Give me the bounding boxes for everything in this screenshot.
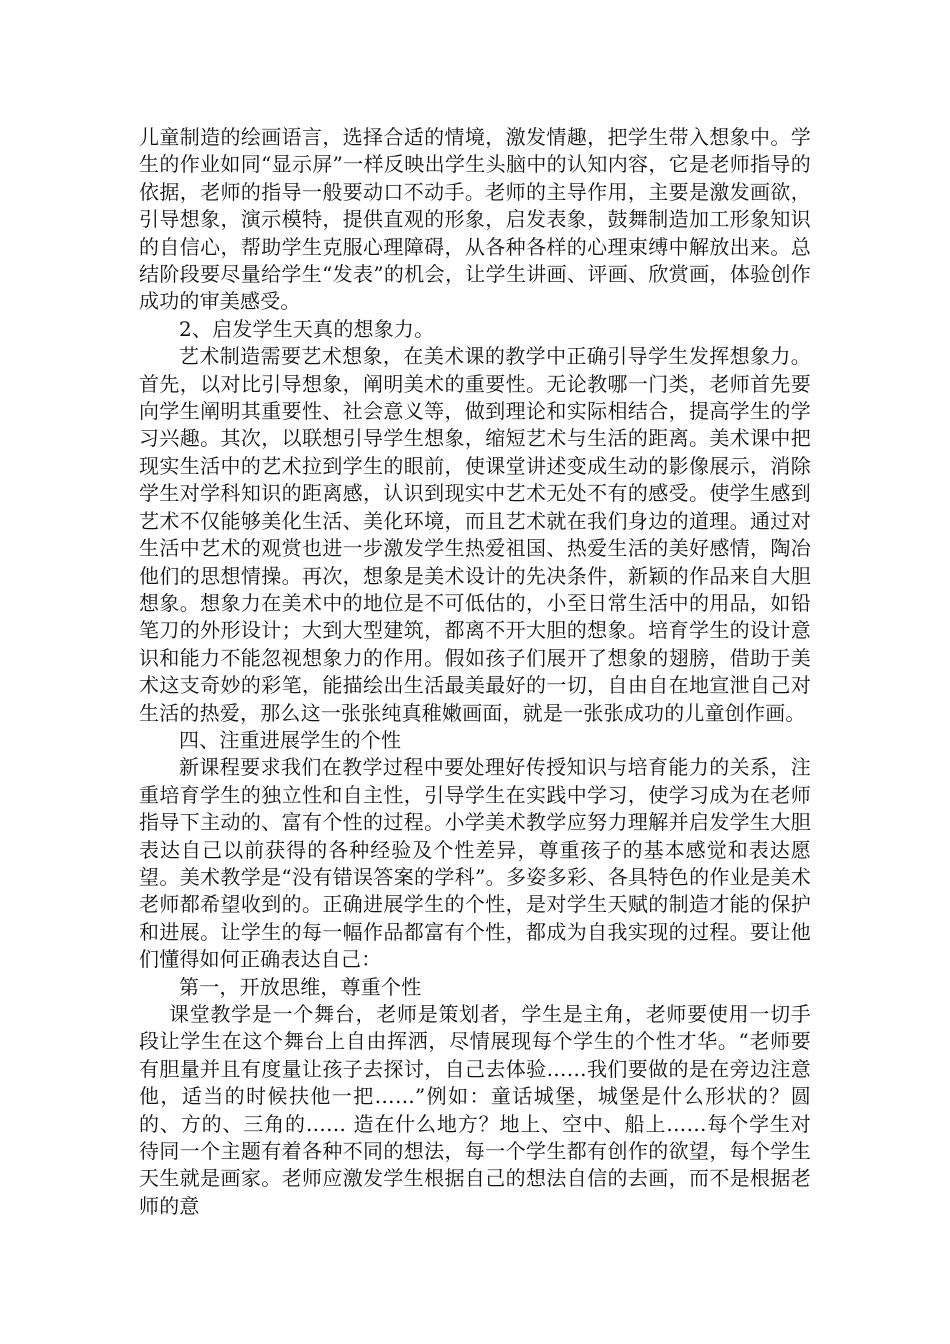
- document-page: [139, 124, 811, 1220]
- paragraph-imagination: 艺术制造需要艺术想象，在美术课的教学中正确引导学生发挥想象力。首先，以对比引导想象，阐明美术的重要性。无论教哪一门类，老师首先要向学生阐明其重要性、社会意义等，做到理论和实际相结合，提高学生的学习兴趣。其次，以联想引导学生想象，缩短艺术与生活的距离。美术课中把现实生活中的艺术拉到学生的眼前，使课堂讲述变成生动的影像展示，消除学生对学科知识的距离感，认识到现实中艺术无处不有的感受。使学生感到艺术不仅能够美化生活、美化环境，而且艺术就在我们身边的道理。通过对生活中艺术的观赏也进一步激发学生热爱祖国、热爱生活的美好感情，陶冶他们的思想情操。再次，想象是美术设计的先决条件，新颖的作品来自大胆想象。想象力在美术中的地位是不可低估的，小至日常生活中的用品，如铅笔刀的外形设计；大到大型建筑，都离不开大胆的想象。培育学生的设计意识和能力不能忽视想象力的作用。假如孩子们展开了想象的翅膀，借助于美术这支奇妙的彩笔，能描绘出生活最美最好的一切，自由自在地宣泄自己对生活的热爱，那么这一张张纯真稚嫩画面，就是一张张成功的儿童创作画。: [139, 344, 811, 725]
- heading-imagination: 2、启发学生天真的想象力。: [179, 316, 435, 341]
- paragraph-personality: 新课程要求我们在教学过程中要处理好传授知识与培育能力的关系，注重培育学生的独立性和自主性，引导学生在实践中学习，使学习成为在老师指导下主动的、富有个性的过程。小学美术教学应努力理解并启发学生大胆表达自己以前获得的各种经验及个性差异，尊重孩子的基本感觉和表达愿望。美术教学是“没有错误答案的学科”。多姿多彩、各具特色的作业是美术老师都希望收到的。正确进展学生的个性，是对学生天赋的制造才能的保护和进展。让学生的每一幅作品都富有个性，都成为自我实现的过程。要让他们懂得如何正确表达自己：: [139, 755, 811, 972]
- heading-open-thinking: 第一，开放思维，尊重个性: [179, 974, 422, 999]
- paragraph-classroom-stage: 课堂教学是一个舞台，老师是策划者，学生是主角，老师要使用一切手段让学生在这个舞台上自由挥洒，尽情展现每个学生的个性才华。“老师要有胆量并且有度量让孩子去探讨，自己去体验……我们要做的是在旁边注意他，适当的时候扶他一把……”例如：童话城堡，城堡是什么形状的？圆的、方的、三角的…… 造在什么地方？地上、空中、船上……每个学生对待同一个主题有着各种不同的想法，每一个学生都有创作的欲望，每个学生天生就是画家。老师应激发学生根据自己的想法自信的去画，而不是根据老师的意: [139, 1002, 811, 1218]
- heading-personality: 四、注重进展学生的个性: [179, 727, 402, 752]
- paragraph-continuation: 儿童制造的绘画语言，选择合适的情境，激发情趣，把学生带入想象中。学生的作业如同“显示屏”一样反映出学生头脑中的认知内容，它是老师指导的依据，老师的指导一般要动口不动手。老师的主导作用，主要是激发画欲，引导想象，演示模特，提供直观的形象，启发表象，鼓舞制造加工形象知识的自信心，帮助学生克服心理障碍，从各种各样的心理束缚中解放出来。总结阶段要尽量给学生“发表”的机会，让学生讲画、评画、欣赏画，体验创作成功的审美感受。: [139, 125, 811, 314]
